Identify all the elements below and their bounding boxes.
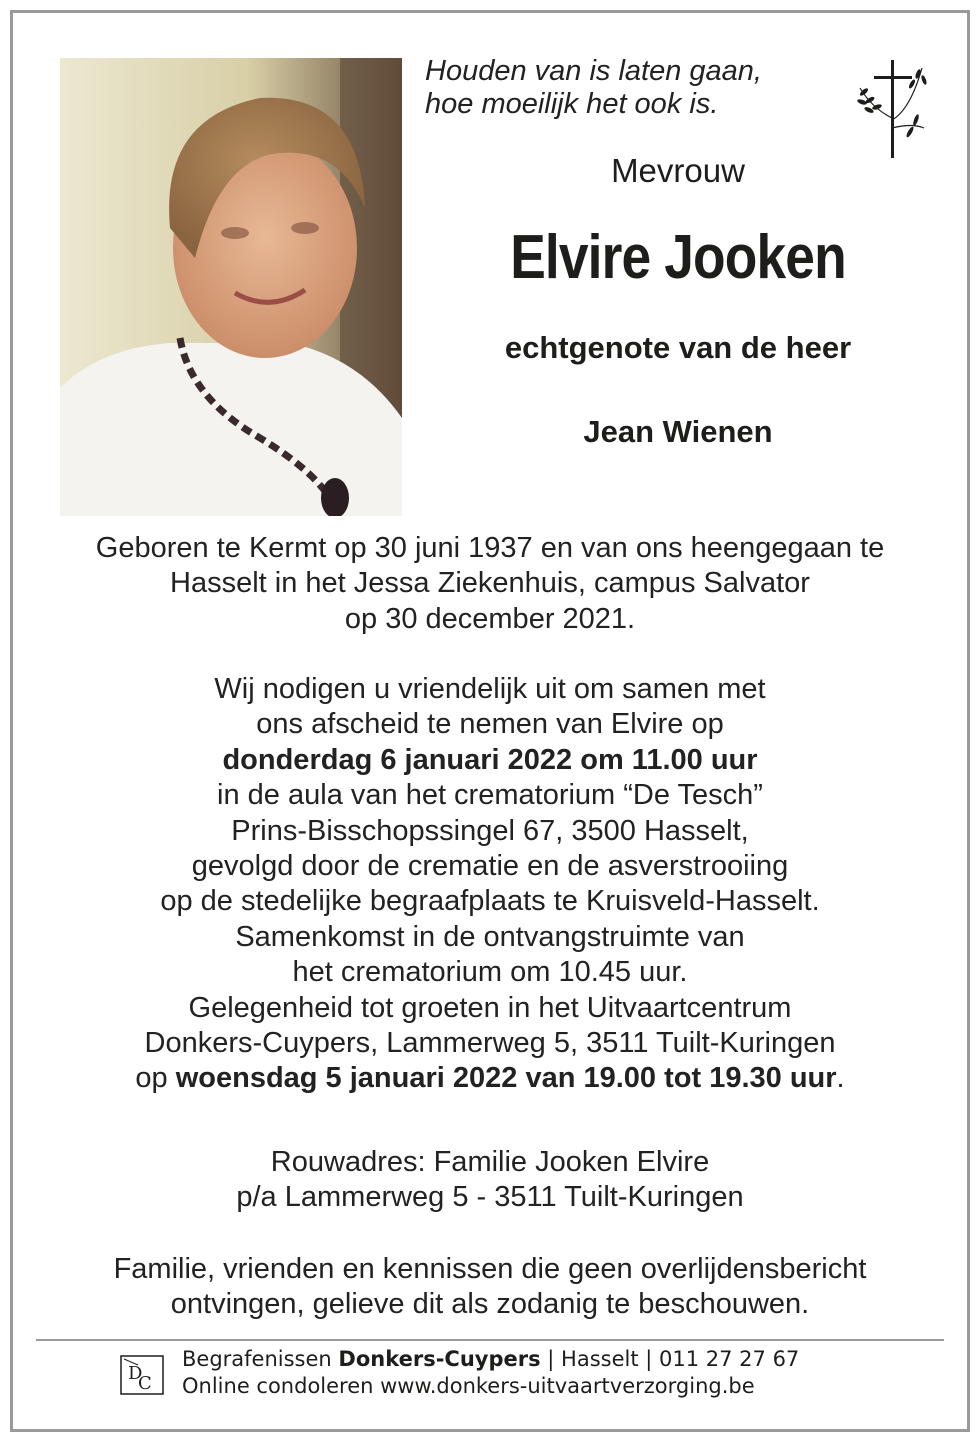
text-line: Wij nodigen u vriendelijk uit om samen met	[214, 673, 766, 705]
text-fragment: .	[836, 1062, 845, 1095]
condolence-link[interactable]: Online condoleren www.donkers-uitvaartverzorging.be	[182, 1374, 755, 1398]
footer-prefix: Begrafenissen	[182, 1347, 339, 1371]
text-line: Rouwadres: Familie Jooken Elvire	[270, 1146, 710, 1178]
phone-number: 011 27 27 67	[659, 1347, 800, 1371]
text-line: Hasselt in het Jessa Ziekenhuis, campus Salvator	[170, 567, 810, 600]
svg-text:C: C	[138, 1373, 152, 1394]
text-line: het crematorium om 10.45 uur.	[292, 956, 688, 989]
text-line: op de stedelijke begraafplaats te Kruisveld-Hasselt.	[160, 885, 820, 918]
address-paragraph	[30, 1145, 950, 1216]
footer-city: | Hasselt |	[540, 1347, 660, 1371]
title: Mevrouw	[611, 152, 745, 189]
deceased-name: Elvire Jooken	[510, 223, 846, 292]
svg-text:D: D	[128, 1363, 143, 1384]
text-fragment: op	[135, 1062, 176, 1095]
text-line: in de aula van het crematorium “De Tesch”	[217, 779, 763, 812]
spouse-label: echtgenote van de heer	[504, 330, 852, 365]
text-line: Gelegenheid tot groeten in het Uitvaartcentrum	[188, 991, 792, 1024]
text-line: ons afscheid te nemen van Elvire op	[256, 708, 724, 741]
text-line: Donkers-Cuypers, Lammerweg 5, 3511 Tuilt-Kuringen	[144, 1027, 836, 1060]
notice-paragraph	[30, 1252, 950, 1323]
text-line: op 30 december 2021.	[344, 602, 636, 635]
quote	[425, 55, 825, 121]
ceremony-datetime: donderdag 6 januari 2022 om 11.00 uur	[222, 743, 758, 776]
text-line: Samenkomst in de ontvangstruimte van	[235, 920, 745, 953]
text-line: gevolgd door de crematie en de asverstrooiing	[191, 850, 789, 883]
spouse-name: Jean Wienen	[583, 414, 773, 449]
quote-line: hoe moeilijk het ook is.	[425, 88, 719, 120]
text-line: Prins-Bisschopssingel 67, 3500 Hasselt,	[231, 814, 749, 847]
footer-divider	[36, 1339, 944, 1341]
text-line: p/a Lammerweg 5 - 3511 Tuilt-Kuringen	[236, 1181, 744, 1214]
text-line: ontvingen, gelieve dit als zodanig te beschouwen.	[170, 1288, 810, 1321]
footer-line-1	[182, 1346, 902, 1373]
funeral-home-logo	[118, 1353, 166, 1397]
cross-with-wheat-icon	[852, 58, 932, 160]
company-name: Donkers-Cuypers	[338, 1347, 541, 1371]
text-line: Geboren te Kermt op 30 juni 1937 en van ons heengegaan te	[95, 532, 885, 564]
viewing-line	[30, 1061, 950, 1096]
viewing-datetime: woensdag 5 januari 2022 van 19.00 tot 19.30 uur	[175, 1062, 837, 1095]
birth-death-paragraph	[30, 531, 950, 637]
invitation-paragraph	[30, 672, 950, 1097]
portrait-photo	[60, 58, 402, 516]
quote-line: Houden van is laten gaan,	[425, 55, 762, 87]
footer-text	[182, 1346, 902, 1400]
text-line: Familie, vrienden en kennissen die geen overlijdensbericht	[113, 1253, 867, 1285]
